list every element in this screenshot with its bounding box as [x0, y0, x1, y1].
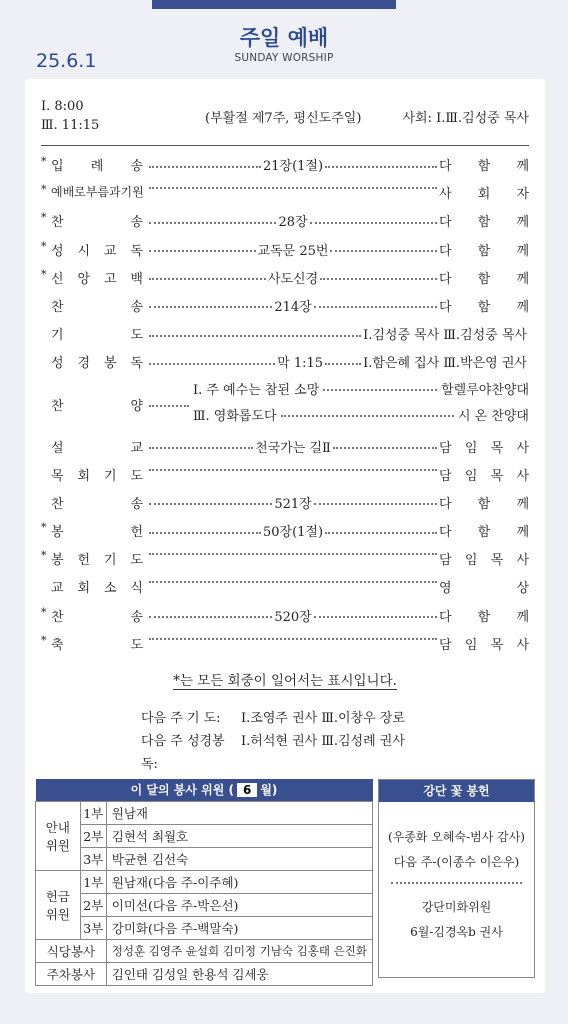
dot-leader [149, 324, 529, 343]
item-label [51, 240, 143, 259]
item-label-char: 양 [130, 398, 143, 414]
item-label-char: 기 [103, 553, 117, 569]
table-row: 2부 이미선(다음 주-박은선) [36, 893, 373, 916]
item-label-char: 회 [77, 468, 91, 484]
item-label-char: 교 [130, 440, 143, 456]
item-responder-char: 담 [439, 468, 452, 484]
page-subtitle: SUNDAY WORSHIP [234, 52, 334, 64]
item-label-char: 헌 [130, 525, 143, 541]
item-responder-char: 다 [439, 299, 452, 315]
next-week-section [141, 707, 405, 776]
dot-fill [149, 503, 272, 505]
item-responder-char: 담 [439, 637, 452, 653]
dot-leader [149, 493, 437, 512]
dot-leader [149, 268, 437, 287]
dot-leader [149, 549, 437, 555]
item-label-char: 례 [90, 159, 104, 174]
header-divider [41, 145, 529, 146]
item-label-char: 찬 [51, 496, 64, 512]
item-label-char: 기 [103, 468, 117, 484]
item-label-char: 앙 [77, 271, 91, 287]
item-responder-char: 상 [516, 581, 529, 597]
item-responder-char: 께 [516, 299, 529, 315]
dot-leader [149, 634, 437, 640]
item-responder [439, 521, 529, 540]
item-label-char: 식 [130, 581, 143, 597]
dot-leader [149, 296, 437, 315]
top-accent-bar [152, 0, 396, 9]
item-label-char: 축 [51, 637, 64, 653]
order-item [41, 375, 529, 431]
standing-mark: * [41, 549, 47, 563]
dot-fill [325, 166, 437, 168]
item-content: Ⅰ.김성중 목사 Ⅲ.김성중 목사 [363, 328, 527, 344]
dot-leader [149, 577, 437, 583]
order-item [41, 515, 529, 543]
item-label-char: 봉 [103, 356, 117, 372]
item-content: 막 1:15 [277, 356, 324, 372]
dot-fill [149, 335, 361, 337]
standing-mark: * [41, 267, 47, 281]
dot-fill [325, 532, 437, 534]
dot-fill [314, 616, 437, 618]
standing-note: *는 모든 회중이 일어서는 표시입니다. [173, 673, 397, 689]
next-prayer-label: 다음 주 기 도: [141, 711, 221, 726]
item-content: 사도신경 [267, 271, 319, 287]
flower-line-3: 강단미화위원 [421, 900, 492, 914]
item-label-char: 독 [130, 356, 143, 372]
dot-fill [314, 306, 437, 308]
standing-mark: * [41, 211, 47, 225]
dot-leader [149, 401, 189, 407]
item-responder-char: 사 [439, 187, 452, 203]
dot-fill [149, 616, 272, 618]
dot-leader [149, 211, 437, 230]
item-responder-char: 께 [516, 243, 529, 259]
dot-leader [149, 437, 437, 456]
table-row: 식당봉사 정성훈 김영주 윤설희 김미정 기남숙 김홍태 은진화 [36, 939, 373, 962]
order-item [41, 205, 529, 233]
item-label [51, 437, 143, 456]
service-time-1: Ⅰ. 8:00 [41, 99, 84, 114]
standing-mark: * [41, 183, 47, 197]
item-label-char: 기 [51, 328, 64, 344]
item-responder-char: 목 [490, 440, 504, 456]
item-responder [439, 549, 529, 568]
anthem-1 [193, 379, 529, 398]
item-responder-char: 임 [464, 440, 478, 456]
item-label [51, 577, 143, 596]
item-responder-char: 다 [439, 243, 452, 259]
item-label [51, 155, 143, 174]
item-responder-char: 담 [439, 553, 452, 569]
dot-fill [149, 638, 437, 640]
item-responder [439, 268, 529, 287]
item-label [51, 634, 143, 653]
item-responder-char: 께 [516, 496, 529, 512]
dot-leader [149, 465, 437, 471]
item-label-char: 신 [51, 271, 64, 287]
dot-fill [314, 503, 437, 505]
dot-fill [149, 222, 276, 224]
dot-fill [149, 581, 437, 583]
item-responder-char: 께 [516, 215, 529, 231]
item-responder-char: 목 [490, 553, 504, 569]
item-label-char: 헌 [77, 553, 91, 569]
item-responder-char: 자 [516, 187, 529, 203]
dot-fill [281, 415, 454, 417]
item-label-char: 찬 [51, 299, 64, 315]
dot-fill [325, 363, 361, 365]
anthem-3 [193, 405, 529, 424]
item-responder-char: 함 [477, 243, 491, 259]
anthem-choir: 할렐루야찬양대 [441, 382, 529, 398]
item-responder [439, 240, 529, 259]
dot-fill [149, 532, 261, 534]
item-label-char: 고 [103, 271, 117, 287]
item-label [51, 521, 143, 540]
item-label [51, 296, 143, 315]
item-content: 50장(1절) [262, 525, 324, 541]
item-responder-char: 함 [477, 271, 491, 287]
standing-mark: * [41, 605, 47, 619]
item-responder [439, 465, 529, 484]
item-responder-char: 회 [477, 187, 491, 203]
dot-fill [149, 469, 437, 471]
order-item [41, 149, 529, 177]
item-responder-char: 다 [439, 159, 452, 174]
next-reading-value: Ⅰ.허석현 권사 Ⅲ.김성례 권사 [241, 734, 405, 749]
item-responder-char: 함 [477, 525, 491, 541]
item-responder-char: 다 [439, 271, 452, 287]
item-responder [439, 493, 529, 512]
service-times [41, 97, 99, 135]
bulletin-card [25, 79, 545, 993]
order-item [41, 318, 529, 346]
standing-mark: * [41, 239, 47, 253]
dot-fill [149, 306, 272, 308]
dot-fill [149, 363, 275, 365]
item-label [51, 395, 143, 414]
item-responder-char: 목 [490, 468, 504, 484]
item-responder-char: 함 [477, 159, 491, 174]
item-content: 천국가는 길Ⅱ [255, 440, 331, 456]
table-row: 주차봉사 김인태 김성일 한용석 김세웅 [36, 962, 373, 985]
item-responder-char: 사 [516, 440, 529, 456]
anthem-choir: 시 온 찬양대 [457, 408, 529, 424]
item-label-char: 경 [77, 356, 91, 372]
item-label-char: 송 [130, 299, 143, 315]
dot-fill [149, 405, 189, 407]
flower-divider [391, 882, 522, 884]
item-responder [439, 437, 529, 456]
service-time-3: Ⅲ. 11:15 [41, 118, 100, 133]
item-responder-char: 임 [464, 637, 478, 653]
item-responder-char: 임 [464, 553, 478, 569]
item-responder-char: 함 [477, 609, 491, 625]
standing-mark: * [41, 521, 47, 535]
dot-fill [333, 447, 437, 449]
item-content: 교독문 25번 [257, 243, 329, 259]
item-label-char: 교 [103, 243, 117, 259]
flower-line-1: (우종화 오혜숙-범사 감사) [388, 830, 525, 844]
table-row: 3부 박균현 김선숙 [36, 847, 373, 870]
standing-mark: * [41, 633, 47, 647]
dot-leader [149, 155, 437, 174]
item-label-char: 봉 [51, 553, 64, 569]
table-row: 안내 위원 1부 원남재 [36, 801, 373, 824]
order-item [41, 177, 529, 205]
item-content: 520장 [274, 609, 312, 625]
item-label-char: 찬 [51, 609, 64, 625]
item-label-char: 송 [130, 609, 143, 625]
item-label-char: 도 [130, 328, 143, 344]
item-label [51, 268, 143, 287]
item-label-char: 봉 [51, 525, 64, 541]
flower-line-2: 다음 주-(이종수 이은우) [393, 855, 520, 869]
item-content: 28장 [278, 215, 308, 231]
order-item [41, 234, 529, 262]
item-label-char: 도 [130, 637, 143, 653]
dot-fill [149, 187, 437, 189]
item-label-char: 도 [130, 553, 143, 569]
item-content: 521장 [274, 496, 312, 512]
item-responder-char: 임 [464, 468, 478, 484]
item-responder [439, 155, 529, 174]
item-responder-char: 영 [439, 581, 452, 597]
order-item [41, 346, 529, 374]
item-responder [439, 183, 529, 202]
item-responder-char: 다 [439, 609, 452, 625]
service-occasion: (부활절 제7주, 평신도주일) [205, 111, 362, 126]
item-responder-char: 께 [516, 271, 529, 287]
item-responder [439, 577, 529, 596]
next-prayer-value: Ⅰ.조영주 권사 Ⅲ.이창우 장로 [241, 711, 405, 726]
item-responder-char: 사 [516, 637, 529, 653]
item-label-char: 송 [130, 215, 143, 231]
page-title: 주일 예배 [239, 26, 329, 50]
item-responder-char: 사 [516, 468, 529, 484]
dot-leader [149, 240, 437, 259]
item-content: 214장 [274, 299, 312, 315]
order-item [41, 543, 529, 571]
order-of-worship [41, 149, 529, 656]
anthem-title: Ⅰ. 주 예수는 참된 소망 [193, 382, 320, 398]
item-label [51, 324, 143, 343]
flower-offering-box [378, 779, 535, 978]
item-label-char: 목 [51, 468, 64, 484]
guide-group-label: 안내 위원 [36, 801, 81, 870]
item-responder [439, 296, 529, 315]
item-label-char: 성 [51, 243, 64, 259]
item-label [51, 352, 143, 371]
item-label-char: 송 [130, 159, 143, 174]
dot-fill [149, 250, 256, 252]
dot-fill [310, 222, 437, 224]
item-label [51, 493, 143, 512]
item-responder [439, 211, 529, 230]
item-responder [439, 634, 529, 653]
order-item [41, 459, 529, 487]
item-label [51, 606, 143, 625]
flower-title: 강단 꽃 봉헌 [379, 780, 534, 802]
order-item [41, 487, 529, 515]
item-label-char: 소 [103, 581, 117, 597]
item-label [51, 465, 143, 484]
dot-fill [149, 278, 266, 280]
item-responder: Ⅰ.함은혜 집사 Ⅲ.박은영 권사 [363, 356, 527, 372]
service-header [41, 97, 529, 137]
item-label [51, 549, 143, 568]
dot-leader [149, 352, 529, 371]
item-responder-char: 함 [477, 496, 491, 512]
dot-fill [320, 278, 437, 280]
item-label-char: 찬 [51, 398, 64, 414]
order-item [41, 262, 529, 290]
next-reading-label: 다음 주 성경봉독: [141, 734, 225, 772]
item-responder [439, 606, 529, 625]
item-label-char: 교 [51, 581, 64, 597]
item-label-char: 회 [77, 581, 91, 597]
month-number: 6 [237, 783, 257, 797]
item-responder-char: 다 [439, 525, 452, 541]
item-responder-char: 담 [439, 440, 452, 456]
volunteers-table [35, 779, 373, 986]
item-responder-char: 함 [477, 215, 491, 231]
table-row: 헌금 위원 1부 원남재(다음 주-이주혜) [36, 870, 373, 893]
item-label-char: 송 [130, 496, 143, 512]
order-item [41, 571, 529, 599]
order-item [41, 628, 529, 656]
item-responder-char: 다 [439, 215, 452, 231]
item-label-char: 찬 [51, 215, 64, 231]
order-item [41, 600, 529, 628]
table-row: 2부 김현석 최월호 [36, 824, 373, 847]
item-responder-char: 께 [516, 609, 529, 625]
item-responder-char: 께 [516, 159, 529, 174]
dot-leader [149, 521, 437, 540]
item-responder-char: 다 [439, 496, 452, 512]
item-label-char: 도 [130, 468, 143, 484]
bulletin-date: 25.6.1 [36, 50, 97, 72]
offering-group-label: 헌금 위원 [36, 870, 81, 939]
item-label-char: 독 [130, 243, 143, 259]
service-leader: 사회: Ⅰ.Ⅲ.김성중 목사 [402, 111, 529, 126]
order-item [41, 290, 529, 318]
item-responder-char: 함 [477, 299, 491, 315]
dot-leader [149, 183, 437, 189]
anthem-title: Ⅲ. 영화롭도다 [193, 408, 277, 424]
item-label-char: 설 [51, 440, 64, 456]
order-item [41, 431, 529, 459]
item-label-char: 성 [51, 356, 64, 372]
table-row: 3부 강미화(다음 주-백말숙) [36, 916, 373, 939]
item-label-char: 시 [77, 243, 91, 259]
item-label [51, 211, 143, 230]
dot-fill [323, 389, 437, 391]
item-content: 21장(1절) [262, 159, 324, 174]
item-responder-char: 목 [490, 637, 504, 653]
standing-mark: * [41, 155, 47, 168]
item-responder-char: 께 [516, 525, 529, 541]
dot-fill [149, 447, 253, 449]
volunteers-title: 이 달의 봉사 위원 ( 6 월) [36, 779, 373, 801]
dot-fill [149, 553, 437, 555]
item-responder-char: 사 [516, 553, 529, 569]
dot-fill [149, 166, 261, 168]
dot-fill [330, 250, 437, 252]
item-label: 예배로부름과기원 [51, 185, 144, 200]
flower-line-4: 6월-김경옥b 권사 [410, 925, 503, 939]
dot-leader [149, 606, 437, 625]
item-label-char: 입 [51, 159, 64, 174]
item-label-char: 백 [130, 271, 143, 287]
